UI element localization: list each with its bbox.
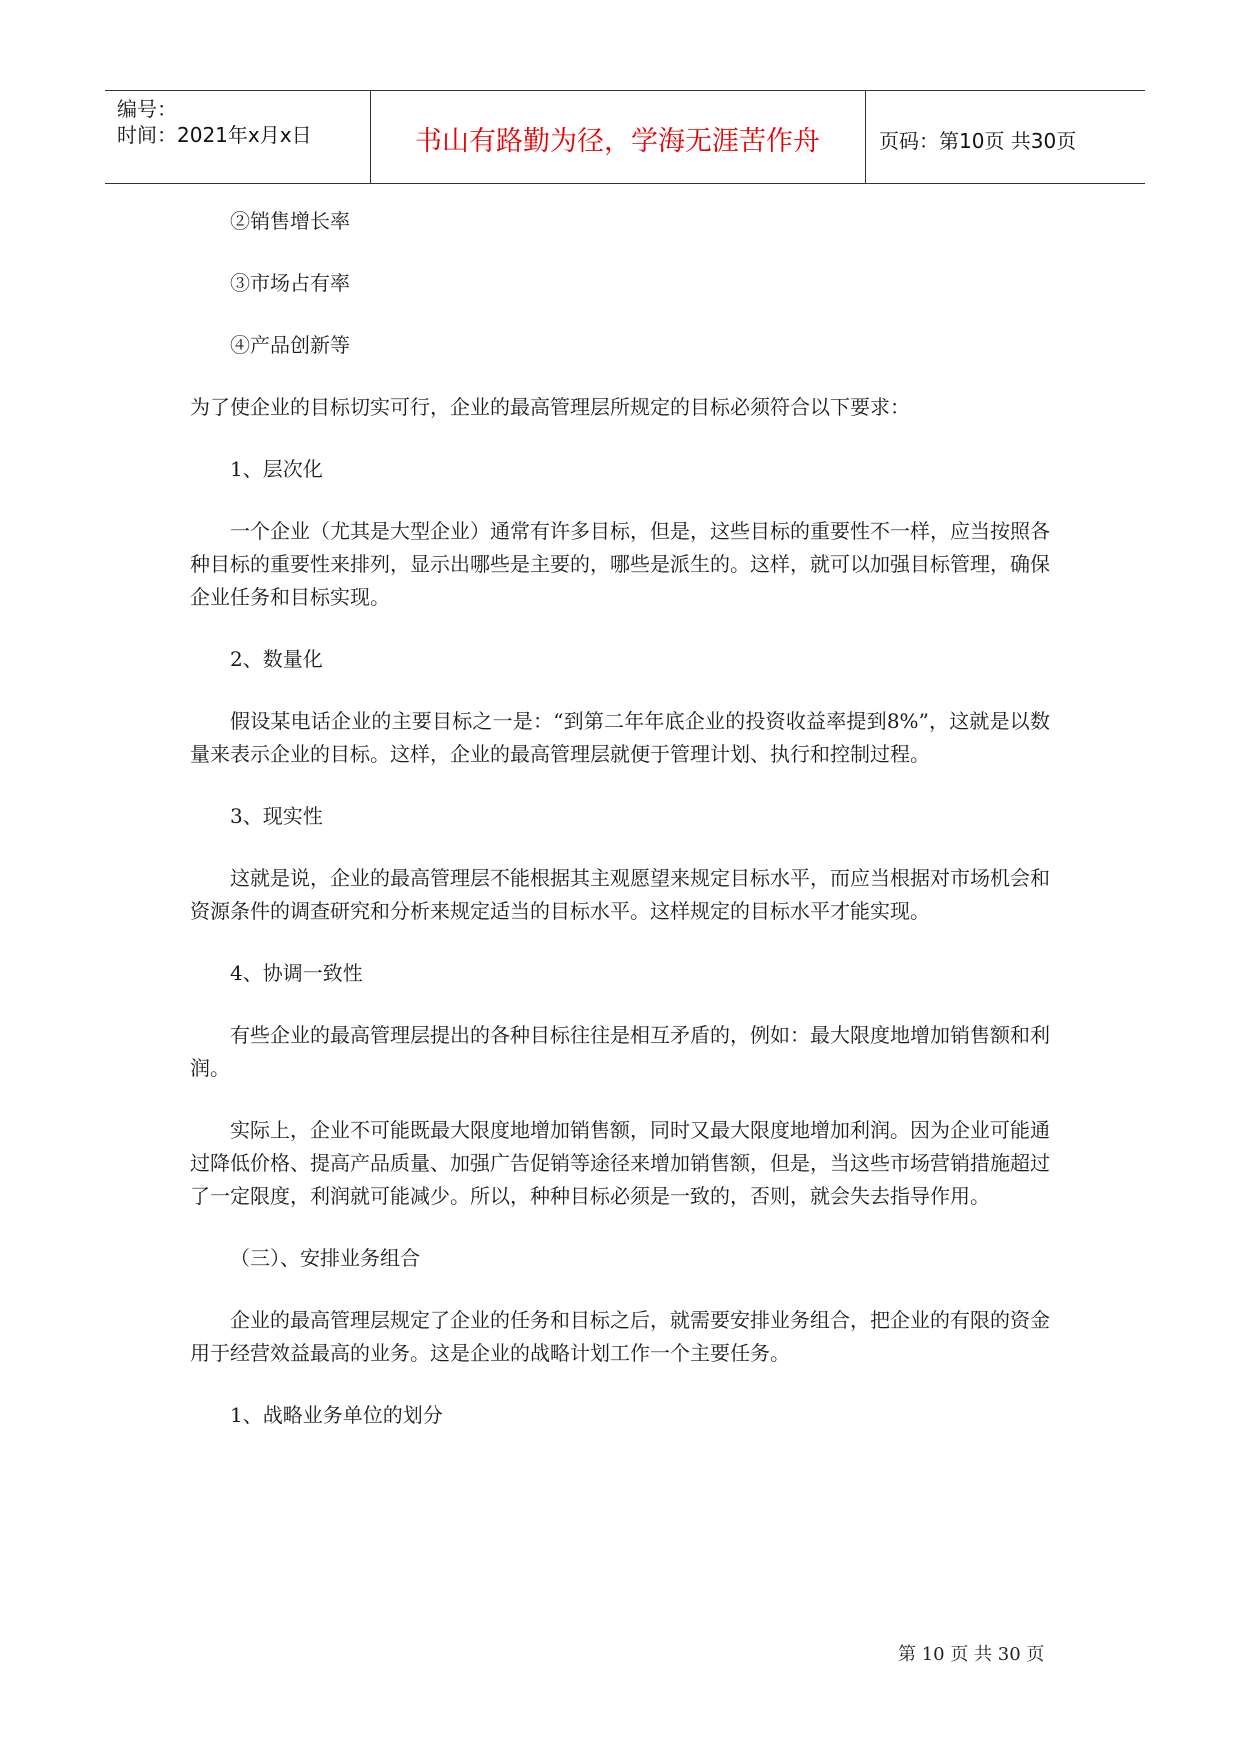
page-footer: 第 10 页 共 30 页: [898, 1644, 1045, 1665]
section-heading: （三）、安排业务组合: [230, 1246, 420, 1270]
section-heading: 1、战略业务单位的划分: [230, 1403, 443, 1427]
header-motto-cell: [370, 91, 866, 183]
section-heading: 1、层次化: [230, 457, 323, 481]
document-body: [190, 205, 1050, 1432]
section-heading: 2、数量化: [230, 647, 323, 671]
header-motto: 书山有路勤为径，学海无涯苦作舟: [415, 126, 820, 157]
section-heading: 4、协调一致性: [230, 961, 363, 985]
header-meta-cell: [105, 91, 371, 183]
body-paragraph: 这就是说，企业的最高管理层不能根据其主观愿望来规定目标水平，而应当根据对市场机会和资源条件的调查研究和分析来规定适当的目标水平。这样规定的目标水平才能实现。: [190, 866, 1050, 923]
body-paragraph: 实际上，企业不可能既最大限度地增加销售额，同时又最大限度地增加利润。因为企业可能通过降低价格、提高产品质量、加强广告促销等途径来增加销售额，但是，当这些市场营销措施超过了一定限度，利润就可能减少。所以，种种目标必须是一致的，否则，就会失去指导作用。: [190, 1118, 1050, 1208]
list-item: ③市场占有率: [230, 271, 350, 295]
body-paragraph: 假设某电话企业的主要目标之一是：“到第二年年底企业的投资收益率提到8%”，这就是以数量来表示企业的目标。这样，企业的最高管理层就便于管理计划、执行和控制过程。: [190, 709, 1050, 766]
document-header: [105, 90, 1145, 184]
list-item: ④产品创新等: [230, 333, 350, 357]
body-paragraph: 有些企业的最高管理层提出的各种目标往往是相互矛盾的，例如：最大限度地增加销售额和利润。: [190, 1023, 1050, 1080]
body-paragraph: 企业的最高管理层规定了企业的任务和目标之后，就需要安排业务组合，把企业的有限的资金用于经营效益最高的业务。这是企业的战略计划工作一个主要任务。: [190, 1308, 1050, 1365]
document-time-label: 时间：2021年x月x日: [117, 123, 312, 147]
body-paragraph: 为了使企业的目标切实可行，企业的最高管理层所规定的目标必须符合以下要求：: [190, 395, 910, 419]
body-paragraph: 一个企业（尤其是大型企业）通常有许多目标，但是，这些目标的重要性不一样，应当按照各种目标的重要性来排列，显示出哪些是主要的，哪些是派生的。这样，就可以加强目标管理，确保企业任务和目标实现。: [190, 519, 1050, 609]
list-item: ②销售增长率: [230, 209, 350, 233]
header-page-cell: [865, 91, 1145, 183]
header-page-label: 页码：第10页 共30页: [879, 129, 1077, 153]
document-number-label: 编号：: [117, 97, 177, 121]
section-heading: 3、现实性: [230, 804, 323, 828]
